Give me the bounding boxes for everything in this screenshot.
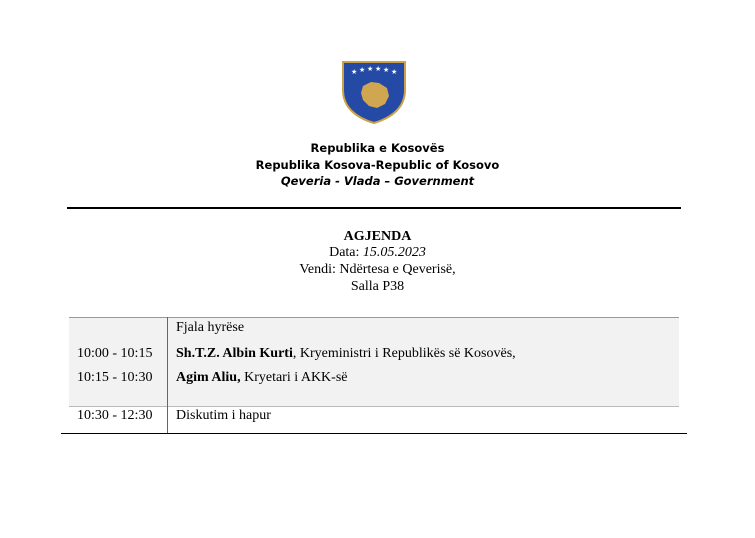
- svg-text:★: ★: [375, 65, 382, 73]
- row-speaker: Agim Aliu,: [176, 370, 241, 385]
- row-description: [176, 408, 271, 424]
- table-top-border: [69, 317, 679, 318]
- row-time: 10:30 - 12:30: [77, 408, 153, 423]
- svg-text:★: ★: [367, 65, 374, 73]
- row-description: [176, 320, 244, 336]
- agenda-table: [61, 317, 687, 434]
- table-row: [61, 367, 687, 406]
- header-line-3: Qeveria - Vlada – Government: [280, 174, 475, 188]
- svg-text:★: ★: [351, 68, 358, 76]
- agenda-date-label: Data:: [329, 245, 363, 260]
- table-row-separator: [69, 406, 679, 407]
- table-row: [61, 406, 687, 434]
- row-speaker: Sh.T.Z. Albin Kurti: [176, 346, 293, 361]
- agenda-venue-line-2: Salla P38: [350, 279, 405, 294]
- table-column-divider: [167, 317, 168, 434]
- svg-text:★: ★: [383, 66, 390, 74]
- svg-text:★: ★: [359, 66, 366, 74]
- row-text: Fjala hyrëse: [176, 320, 245, 335]
- row-text: Kryetari i AKK-së: [240, 370, 348, 385]
- table-bottom-border: [61, 433, 687, 434]
- row-description: [176, 346, 516, 362]
- row-time: 10:00 - 10:15: [77, 346, 153, 361]
- kosovo-coat-of-arms-icon: [341, 60, 407, 124]
- table-row: [61, 339, 687, 367]
- row-text: Diskutim i hapur: [176, 408, 271, 423]
- table-row: [61, 317, 687, 339]
- header-line-2: Republika Kosova-Republic of Kosovo: [255, 158, 500, 172]
- svg-text:★: ★: [391, 68, 398, 76]
- header-line-1: Republika e Kosovës: [310, 141, 445, 155]
- agenda-venue-line-1: Vendi: Ndërtesa e Qeverisë,: [299, 262, 456, 277]
- row-description: [176, 370, 348, 386]
- row-text: , Kryeministri i Republikës së Kosovës,: [292, 346, 516, 361]
- agenda-date-value: 15.05.2023: [362, 245, 426, 260]
- agenda-date: [0, 245, 755, 261]
- header-divider: [67, 207, 681, 209]
- agenda-title: AGJENDA: [343, 229, 412, 244]
- row-time: 10:15 - 10:30: [77, 370, 153, 385]
